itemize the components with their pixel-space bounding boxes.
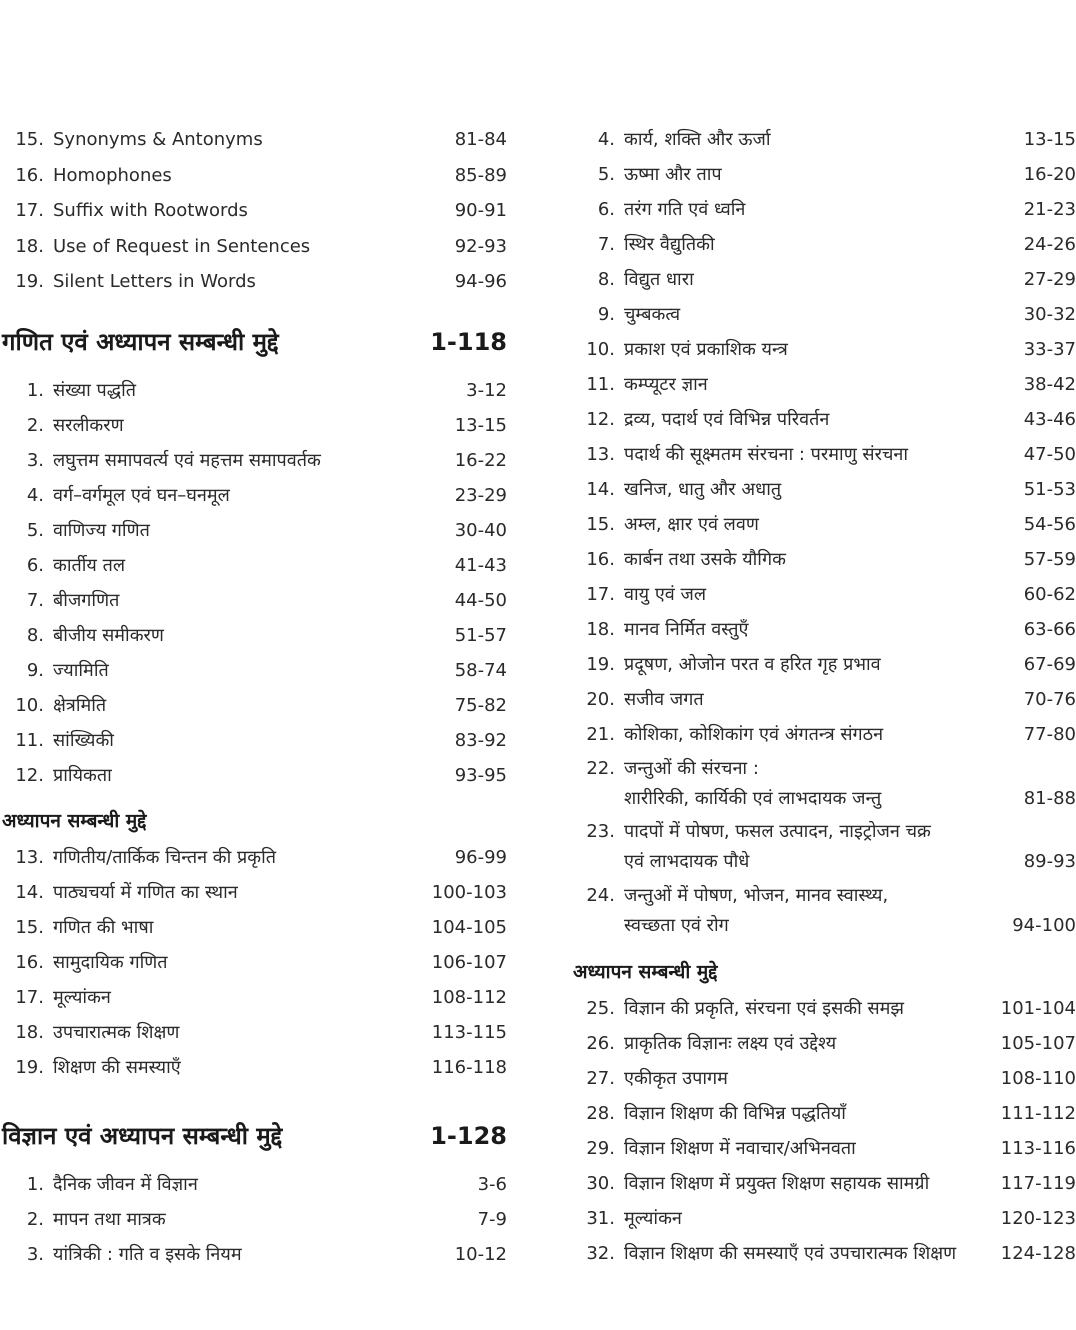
toc-pages: 16-22 — [454, 450, 507, 471]
toc-row — [560, 717, 1076, 752]
toc-row — [560, 991, 1076, 1026]
toc-row — [560, 192, 1076, 227]
toc-number: 14. — [586, 479, 615, 500]
toc-row — [0, 408, 520, 443]
toc-pages: 75-82 — [454, 695, 507, 716]
toc-row — [560, 1096, 1076, 1131]
toc-row — [560, 297, 1076, 332]
toc-row — [0, 875, 520, 910]
toc-number: 18. — [15, 235, 44, 257]
toc-row — [560, 682, 1076, 717]
section-pages: 1-118 — [430, 328, 507, 356]
toc-title: कार्बन तथा उसके यौगिक — [624, 549, 786, 570]
toc-pages: 54-56 — [1023, 514, 1076, 535]
toc-title: शिक्षण की समस्याएँ — [53, 1057, 181, 1078]
toc-title: स्थिर वैद्युतिकी — [624, 234, 715, 255]
toc-number: 16. — [15, 952, 44, 973]
toc-number: 5. — [26, 520, 44, 541]
toc-title-line: शारीरिकी, कार्यिकी एवं लाभदायक जन्तु — [624, 788, 882, 809]
toc-row-multiline — [560, 754, 1076, 814]
toc-pages: 7-9 — [477, 1209, 507, 1230]
toc-title: कार्तीय तल — [53, 555, 126, 576]
toc-number: 31. — [586, 1208, 615, 1229]
toc-number: 1. — [26, 1174, 44, 1195]
toc-row — [560, 542, 1076, 577]
toc-row — [0, 980, 520, 1015]
section-title: विज्ञान एवं अध्यापन सम्बन्धी मुद्दे — [2, 1122, 283, 1150]
toc-number: 21. — [586, 724, 615, 745]
toc-number: 12. — [15, 765, 44, 786]
toc-number: 5. — [597, 164, 615, 185]
toc-number: 19. — [15, 1057, 44, 1078]
toc-pages: 120-123 — [1000, 1208, 1076, 1229]
toc-number: 29. — [586, 1138, 615, 1159]
toc-number: 2. — [26, 1209, 44, 1230]
toc-pages: 113-116 — [1000, 1138, 1076, 1159]
toc-row — [0, 723, 520, 758]
toc-title: विज्ञान शिक्षण में प्रयुक्त शिक्षण सहायक सामग्री — [624, 1173, 930, 1194]
toc-row — [560, 1166, 1076, 1201]
toc-row — [560, 437, 1076, 472]
toc-title: खनिज, धातु और अधातु — [624, 479, 782, 500]
toc-row — [0, 758, 520, 793]
toc-number: 28. — [586, 1103, 615, 1124]
toc-number: 7. — [597, 234, 615, 255]
toc-row — [0, 688, 520, 723]
toc-number: 16. — [15, 164, 44, 186]
toc-row — [0, 1167, 520, 1202]
toc-title-line: स्वच्छता एवं रोग — [624, 915, 729, 936]
toc-title: गणित की भाषा — [53, 917, 154, 938]
toc-pages: 16-20 — [1023, 164, 1076, 185]
toc-pages: 30-40 — [454, 520, 507, 541]
section-title: गणित एवं अध्यापन सम्बन्धी मुद्दे — [2, 328, 279, 356]
toc-pages: 104-105 — [431, 917, 507, 938]
toc-row — [560, 1026, 1076, 1061]
toc-title: विद्युत धारा — [624, 269, 694, 290]
toc-pages: 63-66 — [1023, 619, 1076, 640]
toc-title: कोशिका, कोशिकांग एवं अंगतन्त्र संगठन — [624, 724, 884, 745]
toc-row — [0, 478, 520, 513]
toc-row — [0, 1202, 520, 1237]
toc-row — [560, 472, 1076, 507]
toc-title: Suffix with Rootwords — [53, 200, 248, 221]
toc-title: मापन तथा मात्रक — [53, 1209, 166, 1230]
toc-pages: 81-88 — [1023, 788, 1076, 809]
toc-title: Synonyms & Antonyms — [53, 129, 263, 150]
toc-number: 9. — [26, 660, 44, 681]
toc-number: 19. — [15, 271, 44, 292]
toc-title: सजीव जगत — [624, 689, 704, 710]
toc-pages: 92-93 — [454, 235, 507, 257]
toc-title: मूल्यांकन — [53, 987, 111, 1008]
toc-row-multiline — [560, 817, 1076, 877]
toc-title: ज्यामिति — [53, 660, 109, 681]
toc-title: अम्ल, क्षार एवं लवण — [624, 514, 759, 535]
toc-pages: 117-119 — [1000, 1173, 1076, 1194]
toc-pages: 13-15 — [1023, 129, 1076, 150]
toc-row — [0, 945, 520, 980]
subsection-heading: अध्यापन सम्बन्धी मुद्दे — [2, 810, 147, 832]
toc-title: पाठ्यचर्या में गणित का स्थान — [53, 882, 238, 903]
toc-number: 1. — [26, 380, 44, 401]
toc-pages: 51-57 — [454, 625, 507, 646]
toc-title-line: पादपों में पोषण, फसल उत्पादन, नाइट्रोजन चक्र — [624, 821, 931, 842]
toc-number: 27. — [586, 1068, 615, 1089]
toc-pages: 47-50 — [1023, 444, 1076, 465]
toc-pages: 85-89 — [454, 164, 507, 186]
toc-pages: 96-99 — [454, 847, 507, 868]
toc-pages: 10-12 — [454, 1244, 507, 1265]
toc-title: ऊष्मा और ताप — [624, 164, 722, 185]
toc-row — [560, 612, 1076, 647]
toc-title: एकीकृत उपागम — [624, 1068, 728, 1089]
toc-pages: 89-93 — [1023, 851, 1076, 872]
toc-title: क्षेत्रमिति — [53, 695, 107, 716]
toc-row — [560, 1201, 1076, 1236]
toc-pages: 113-115 — [431, 1022, 507, 1043]
toc-row — [560, 402, 1076, 437]
toc-pages: 108-110 — [1000, 1068, 1076, 1089]
toc-number: 12. — [586, 409, 615, 430]
toc-number: 4. — [26, 485, 44, 506]
toc-pages: 70-76 — [1023, 689, 1076, 710]
toc-title: बीजीय समीकरण — [53, 625, 164, 646]
toc-title: वाणिज्य गणित — [53, 520, 150, 541]
toc-title: गणितीय/तार्किक चिन्तन की प्रकृति — [53, 847, 276, 868]
toc-pages: 111-112 — [1000, 1103, 1076, 1124]
toc-title: लघुत्तम समापवर्त्य एवं महत्तम समापवर्तक — [53, 450, 321, 471]
toc-pages: 30-32 — [1023, 304, 1076, 325]
subsection-heading: अध्यापन सम्बन्धी मुद्दे — [573, 961, 718, 983]
toc-title — [624, 817, 931, 877]
toc-pages: 81-84 — [454, 129, 507, 150]
toc-title: विज्ञान शिक्षण की समस्याएँ एवं उपचारात्मक शिक्षण — [624, 1243, 957, 1264]
toc-number: 22. — [586, 758, 615, 779]
toc-row — [560, 1236, 1076, 1271]
toc-title: विज्ञान शिक्षण में नवाचार/अभिनवता — [624, 1138, 856, 1159]
toc-row — [560, 157, 1076, 192]
section-pages: 1-128 — [430, 1122, 507, 1150]
toc-title: उपचारात्मक शिक्षण — [53, 1022, 180, 1043]
toc-pages: 101-104 — [1000, 998, 1076, 1019]
toc-title: वर्ग–वर्गमूल एवं घन–घनमूल — [53, 485, 230, 506]
toc-title: वायु एवं जल — [624, 584, 707, 605]
toc-number: 17. — [15, 200, 44, 221]
toc-number: 8. — [597, 269, 615, 290]
toc-number: 17. — [15, 987, 44, 1008]
toc-number: 15. — [586, 514, 615, 535]
toc-pages: 13-15 — [454, 415, 507, 436]
toc-row — [0, 122, 520, 157]
toc-title-line: एवं लाभदायक पौधे — [624, 851, 750, 872]
toc-title: Homophones — [53, 164, 172, 186]
toc-row — [560, 507, 1076, 542]
toc-row — [0, 548, 520, 583]
toc-title: कम्प्यूटर ज्ञान — [624, 374, 708, 395]
toc-number: 2. — [26, 415, 44, 436]
toc-row — [560, 367, 1076, 402]
toc-number: 10. — [15, 695, 44, 716]
toc-pages: 27-29 — [1023, 269, 1076, 290]
toc-number: 13. — [15, 847, 44, 868]
toc-row — [0, 1015, 520, 1050]
toc-row — [0, 653, 520, 688]
toc-title: तरंग गति एवं ध्वनि — [624, 199, 746, 220]
toc-number: 15. — [15, 917, 44, 938]
toc-title: मानव निर्मित वस्तुएँ — [624, 619, 749, 640]
toc-title: चुम्बकत्व — [624, 304, 681, 325]
toc-number: 11. — [15, 730, 44, 751]
toc-row — [0, 264, 520, 299]
toc-pages: 105-107 — [1000, 1033, 1076, 1054]
toc-number: 16. — [586, 549, 615, 570]
toc-title: संख्या पद्धति — [53, 380, 137, 401]
toc-pages: 24-26 — [1023, 234, 1076, 255]
toc-title: प्रदूषण, ओजोन परत व हरित गृह प्रभाव — [624, 654, 881, 675]
toc-number: 26. — [586, 1033, 615, 1054]
toc-title: Silent Letters in Words — [53, 271, 256, 292]
toc-row — [560, 122, 1076, 157]
toc-row — [560, 262, 1076, 297]
toc-row — [0, 1050, 520, 1085]
toc-row — [0, 1237, 520, 1272]
toc-title: पदार्थ की सूक्ष्मतम संरचना : परमाणु संरचना — [624, 444, 909, 465]
toc-row — [560, 1131, 1076, 1166]
toc-pages: 58-74 — [454, 660, 507, 681]
toc-number: 19. — [586, 654, 615, 675]
toc-number: 23. — [586, 821, 615, 842]
toc-number: 9. — [597, 304, 615, 325]
toc-number: 8. — [26, 625, 44, 646]
toc-number: 13. — [586, 444, 615, 465]
toc-pages: 90-91 — [454, 200, 507, 221]
toc-title-line: जन्तुओं में पोषण, भोजन, मानव स्वास्थ्य, — [624, 885, 889, 906]
toc-pages: 3-6 — [477, 1174, 507, 1195]
toc-number: 7. — [26, 590, 44, 611]
toc-number: 32. — [586, 1243, 615, 1264]
toc-pages: 41-43 — [454, 555, 507, 576]
toc-pages: 77-80 — [1023, 724, 1076, 745]
toc-number: 30. — [586, 1173, 615, 1194]
toc-number: 4. — [597, 129, 615, 150]
toc-pages: 108-112 — [431, 987, 507, 1008]
toc-title: बीजगणित — [53, 590, 120, 611]
toc-title: यांत्रिकी : गति व इसके नियम — [53, 1244, 242, 1265]
toc-pages: 60-62 — [1023, 584, 1076, 605]
toc-number: 25. — [586, 998, 615, 1019]
toc-number: 15. — [15, 129, 44, 150]
toc-title — [624, 754, 881, 814]
toc-pages: 38-42 — [1023, 374, 1076, 395]
toc-title-line: जन्तुओं की संरचना : — [624, 758, 759, 779]
toc-number: 3. — [26, 1244, 44, 1265]
toc-number: 6. — [597, 199, 615, 220]
toc-row — [560, 577, 1076, 612]
section-heading-science — [0, 1116, 520, 1156]
toc-pages: 94-100 — [1012, 915, 1076, 936]
toc-title: सामुदायिक गणित — [53, 952, 168, 973]
toc-pages: 124-128 — [1000, 1243, 1076, 1264]
toc-row — [0, 158, 520, 193]
toc-pages: 93-95 — [454, 765, 507, 786]
section-heading-math — [0, 322, 520, 362]
toc-row — [0, 443, 520, 478]
toc-row-multiline — [560, 881, 1076, 941]
toc-number: 24. — [586, 885, 615, 906]
toc-title: प्रकाश एवं प्रकाशिक यन्त्र — [624, 339, 788, 360]
toc-title: विज्ञान शिक्षण की विभिन्न पद्धतियाँ — [624, 1103, 846, 1124]
toc-row — [0, 373, 520, 408]
toc-pages: 3-12 — [466, 380, 507, 401]
toc-title: सांख्यिकी — [53, 730, 114, 751]
toc-number: 20. — [586, 689, 615, 710]
toc-pages: 43-46 — [1023, 409, 1076, 430]
toc-number: 10. — [586, 339, 615, 360]
toc-row — [560, 1061, 1076, 1096]
toc-number: 17. — [586, 584, 615, 605]
toc-row — [560, 332, 1076, 367]
toc-pages: 94-96 — [454, 271, 507, 292]
toc-title: मूल्यांकन — [624, 1208, 682, 1229]
toc-number: 18. — [586, 619, 615, 640]
toc-title: द्रव्य, पदार्थ एवं विभिन्न परिवर्तन — [624, 409, 830, 430]
toc-row — [0, 513, 520, 548]
toc-number: 14. — [15, 882, 44, 903]
toc-row — [0, 840, 520, 875]
toc-title: विज्ञान की प्रकृति, संरचना एवं इसकी समझ — [624, 998, 904, 1019]
toc-row — [0, 618, 520, 653]
toc-row — [0, 193, 520, 228]
toc-pages: 67-69 — [1023, 654, 1076, 675]
toc-row — [560, 227, 1076, 262]
toc-number: 11. — [586, 374, 615, 395]
toc-pages: 21-23 — [1023, 199, 1076, 220]
toc-pages: 33-37 — [1023, 339, 1076, 360]
toc-title: दैनिक जीवन में विज्ञान — [53, 1174, 198, 1195]
toc-number: 3. — [26, 450, 44, 471]
toc-pages: 44-50 — [454, 590, 507, 611]
toc-row — [0, 910, 520, 945]
toc-title — [624, 881, 888, 941]
toc-title: प्रायिकता — [53, 765, 112, 786]
toc-pages: 100-103 — [431, 882, 507, 903]
toc-row — [0, 583, 520, 618]
toc-pages: 23-29 — [454, 485, 507, 506]
toc-title: प्राकृतिक विज्ञानः लक्ष्य एवं उद्देश्य — [624, 1033, 837, 1054]
toc-pages: 106-107 — [431, 952, 507, 973]
toc-number: 18. — [15, 1022, 44, 1043]
toc-title: कार्य, शक्ति और ऊर्जा — [624, 129, 771, 150]
toc-title: सरलीकरण — [53, 415, 124, 436]
toc-pages: 51-53 — [1023, 479, 1076, 500]
toc-number: 6. — [26, 555, 44, 576]
toc-pages: 116-118 — [431, 1057, 507, 1078]
toc-pages: 83-92 — [454, 730, 507, 751]
toc-row — [560, 647, 1076, 682]
toc-title: Use of Request in Sentences — [53, 235, 311, 257]
toc-pages: 57-59 — [1023, 549, 1076, 570]
toc-row — [0, 229, 520, 264]
